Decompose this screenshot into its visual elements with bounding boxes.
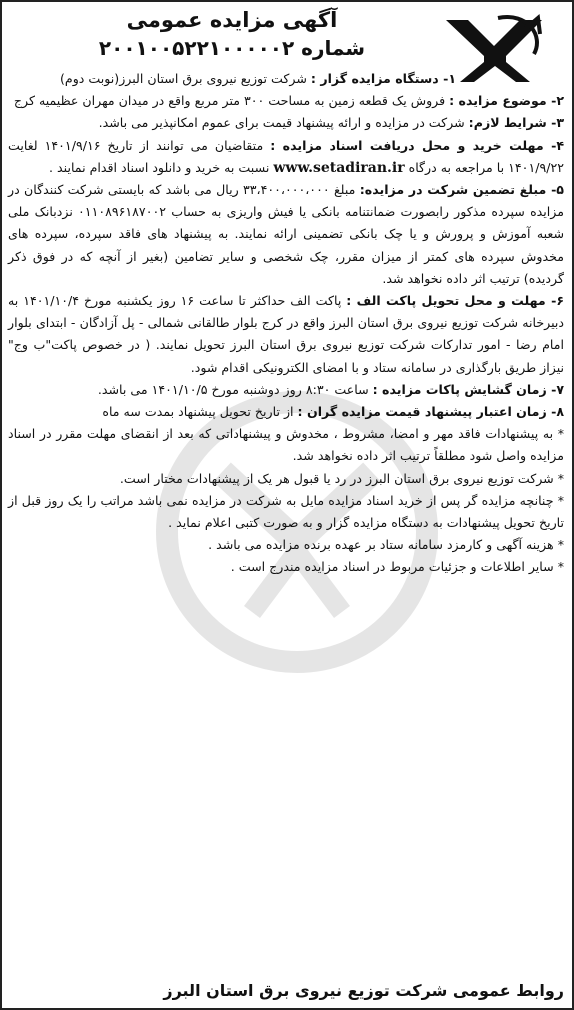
header xyxy=(2,2,572,74)
section-text: فروش یک قطعه زمین به مساحت ۳۰۰ متر مربع واقع در میدان مهران عظیمیه کرج xyxy=(13,93,450,109)
section-text: مبلغ ۳۳،۴۰۰،۰۰۰،۰۰۰ ریال می باشد که بایستی شرکت کنندگان در مزایده سپرده مذکور رابصورت ضمانتنامه بانکی یا فیش واریزی به حساب ۰۱۱۰۸۹۶۱۸۷۰۰۲ نزدبانک ملی شعبه آموزش و پرورش و یا چک بانکی تضمینی ارائه نمایند. به پیشنهاد های فاقد سپرده، سپرده های مخدوش سپرده های کمتر از میزان مقرر، چک شخصی و سایر تضامین (بغیر از آنچه که در فوق ذکر گردیده) ترتیب اثر داده نخواهد شد. xyxy=(8,182,564,286)
section-label: ۸- زمان اعتبار پیشنهاد قیمت مزایده گران : xyxy=(297,404,564,420)
note-item: * چنانچه مزایده گر پس از خرید اسناد مزایده مایل به شرکت در مزایده نمی باشد مراتب را یک روز قبل از تاریخ تحویل پیشنهادات به دستگاه مزایده گزار و به صورت کتبی اعلام نماید . xyxy=(8,492,564,531)
setad-website-link[interactable]: www.setadiran.ir xyxy=(273,159,405,176)
section-1 xyxy=(8,68,564,90)
section-text-continued: نسبت به خرید و دانلود اسناد اقدام نمایند . xyxy=(49,159,274,175)
section-label: ۶- مهلت و محل تحویل پاکت الف : xyxy=(346,293,564,309)
section-8 xyxy=(8,401,564,423)
section-4 xyxy=(8,135,564,179)
public-relations-signature: روابط عمومی شرکت توزیع نیروی برق استان البرز xyxy=(163,981,564,1000)
section-label: ۴- مهلت خرید و محل دریافت اسناد مزایده : xyxy=(270,137,564,153)
section-label: ۵- مبلغ تضمین شرکت در مزایده: xyxy=(359,182,564,198)
section-text: پاکت الف حداکثر تا ساعت ۱۶ روز یکشنبه مورخ ۱۴۰۱/۱۰/۴ به دبیرخانه شرکت توزیع نیروی برق استان البرز واقع در کرج بلوار طالقانی شمالی - پل آزادگان - ابتدای بلوار امام رضا - امور تدارکات شرکت توزیع نیروی برق استان البرز تحویل نمایند. ( در خصوص پاکت"ب وج" نیزاز طریق بارگذاری در سامانه ستاد و با امضای الکترونیکی اقدام شود. xyxy=(8,293,564,375)
section-label: ۱- دستگاه مزایده گزار : xyxy=(310,71,456,86)
section-text: از تاریخ تحویل پیشنهاد بمدت سه ماه xyxy=(102,404,298,420)
note-item: * هزینه آگهی و کارمزد سامانه ستاد بر عهده برنده مزایده می باشد . xyxy=(208,537,564,553)
note-item: * شرکت توزیع نیروی برق استان البرز در رد یا قبول هر یک از پیشنهادات مختار است. xyxy=(119,470,564,486)
section-label: ۲- موضوع مزایده : xyxy=(449,93,564,109)
section-text: ساعت ۸:۳۰ روز دوشنبه مورخ ۱۴۰۱/۱۰/۵ می باشد. xyxy=(97,381,373,397)
page-title: آگهی مزایده عمومی xyxy=(126,8,338,32)
section-text: شرکت در مزایده و ارائه پیشنهاد قیمت برای عموم امکانپذیر می باشد. xyxy=(98,115,469,131)
section-3 xyxy=(8,112,564,134)
section-2 xyxy=(8,90,564,112)
section-7 xyxy=(8,379,564,401)
section-6 xyxy=(8,290,564,379)
section-text: شرکت توزیع نیروی برق استان البرز(نوبت دوم) xyxy=(60,71,311,86)
announcement-body xyxy=(8,68,564,579)
note-item: * به پیشنهادات فاقد مهر و امضا، مشروط ، مخدوش و پیشنهاداتی که بعد از انقضای مهلت مقرر در اسناد مزایده واصل شود مطلقاً ترتیب اثر داده نخواهد شد. xyxy=(8,426,564,464)
section-5 xyxy=(8,179,564,290)
section-label: ۷- زمان گشایش پاکات مزایده : xyxy=(372,381,564,397)
announcement-number: شماره ۲۰۰۱۰۰۵۲۲۱۰۰۰۰۰۲ xyxy=(98,36,366,60)
section-label: ۳- شرایط لازم: xyxy=(468,115,564,131)
section-text: متقاضیان می توانند از تاریخ ۱۴۰۱/۹/۱۶ لغایت ۱۴۰۱/۹/۲۲ با مراجعه به درگاه xyxy=(8,137,564,175)
note-item: * سایر اطلاعات و جزئیات مربوط در اسناد مزایده مندرج است . xyxy=(230,559,564,575)
